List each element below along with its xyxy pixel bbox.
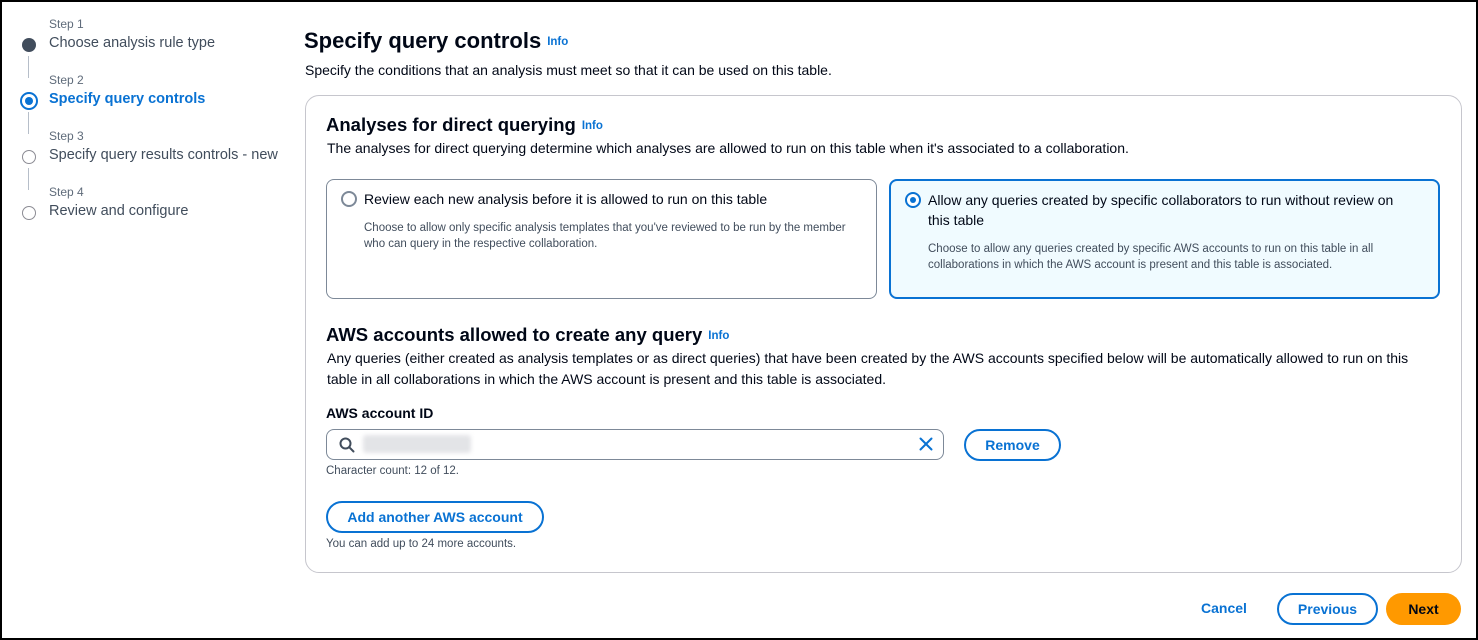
next-button[interactable]: Next — [1386, 593, 1461, 625]
option-description: Choose to allow any queries created by specific AWS accounts to run on this table in all collaborations in which the AWS account is present and this table is associated. — [928, 243, 1374, 271]
page-title-text: Specify query controls — [304, 28, 542, 53]
close-icon[interactable] — [919, 437, 933, 451]
step-completed-icon — [22, 38, 36, 52]
accounts-description: Any queries (either created as analysis templates or as direct queries) that have been created by the AWS accounts specified below will be automatically allowed to run on this table in all collaborations in which the AWS account is present and this table is associated. — [327, 350, 1409, 387]
option-allow-specific-collaborators[interactable] — [889, 179, 1440, 299]
add-aws-account-button[interactable]: Add another AWS account — [326, 501, 544, 533]
step-number: Step 2 — [49, 73, 84, 87]
step-label: Choose analysis rule type — [49, 35, 216, 51]
direct-querying-description: The analyses for direct querying determine which analyses are allowed to run on this table when it's associated to a collaboration. — [327, 140, 1129, 156]
remove-button[interactable]: Remove — [964, 429, 1061, 461]
option-review-each-analysis[interactable] — [326, 179, 877, 299]
info-link[interactable]: Info — [581, 120, 603, 133]
direct-querying-title — [326, 114, 603, 136]
search-icon — [339, 437, 355, 453]
option-label: Allow any queries created by specific collaborators to run without review on this table — [928, 192, 1394, 228]
cancel-button[interactable]: Cancel — [1201, 600, 1247, 616]
step-1[interactable] — [22, 14, 292, 70]
option-description: Choose to allow only specific analysis templates that you've reviewed to be run by the member who can query in the respective collaboration. — [364, 222, 846, 250]
step-pending-icon — [22, 206, 36, 220]
step-label: Specify query results controls - new — [49, 147, 278, 163]
step-number: Step 4 — [49, 185, 84, 199]
page-title — [304, 28, 568, 54]
previous-button[interactable]: Previous — [1277, 593, 1378, 625]
account-id-value-redacted — [363, 435, 471, 453]
add-accounts-hint: You can add up to 24 more accounts. — [326, 538, 517, 550]
radio-button-selected[interactable] — [905, 192, 921, 208]
step-4 — [22, 182, 292, 238]
accounts-title-text: AWS accounts allowed to create any query — [326, 324, 703, 345]
info-link[interactable]: Info — [547, 36, 569, 49]
step-2[interactable] — [22, 70, 292, 126]
character-count: Character count: 12 of 12. — [326, 465, 459, 477]
step-pending-icon — [22, 150, 36, 164]
query-controls-container — [305, 95, 1462, 573]
step-label: Specify query controls — [49, 91, 206, 107]
option-label: Review each new analysis before it is allowed to run on this table — [364, 191, 768, 207]
info-link[interactable]: Info — [708, 330, 730, 343]
step-label: Review and configure — [49, 203, 189, 219]
wizard-steps — [22, 14, 292, 238]
direct-querying-title-text: Analyses for direct querying — [326, 114, 576, 135]
aws-account-id-label: AWS account ID — [326, 405, 434, 421]
step-active-icon — [20, 92, 38, 110]
step-3 — [22, 126, 292, 182]
page-description: Specify the conditions that an analysis must meet so that it can be used on this table. — [305, 62, 832, 78]
step-number: Step 3 — [49, 129, 84, 143]
radio-button[interactable] — [341, 191, 357, 207]
accounts-title — [326, 324, 729, 346]
step-number: Step 1 — [49, 17, 84, 31]
aws-account-id-input[interactable] — [326, 429, 944, 460]
